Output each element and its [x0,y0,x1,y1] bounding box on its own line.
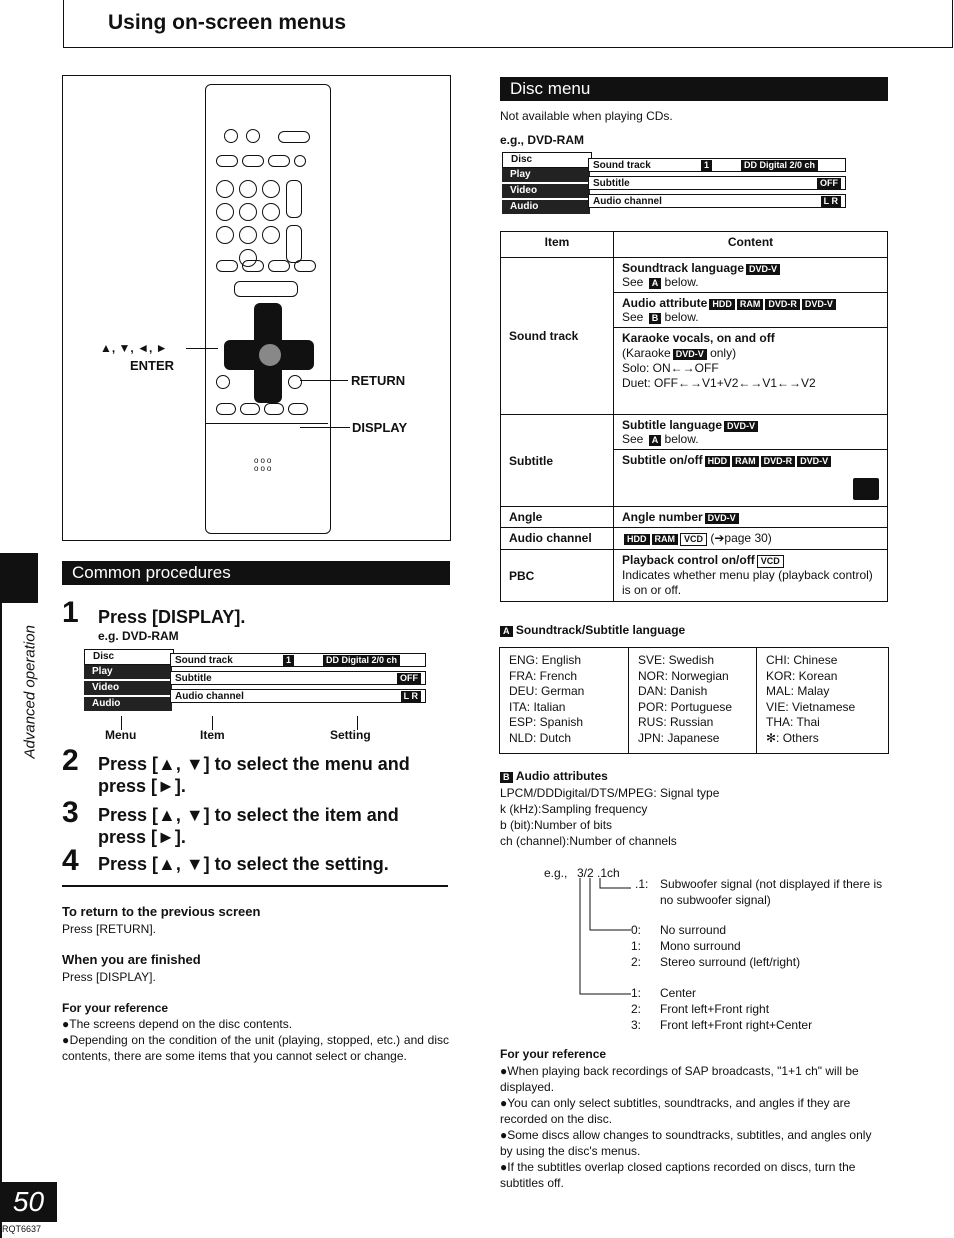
dvd-v-badge: DVD-V [802,299,836,310]
return-button-icon [288,375,302,389]
osd-row-value: 1 [701,160,712,171]
margin-rule [0,553,2,1238]
see-text: See [622,432,644,446]
osd-tab-disc: Disc [84,649,174,665]
osd-row-audio-channel [170,689,426,703]
step-number: 4 [62,844,79,877]
speaker-dots-icon: ooo ooo [254,456,274,473]
osd-tab-audio: Audio [84,697,172,711]
step-number: 1 [62,596,79,629]
item-angle: Angle [501,507,614,528]
lang-entry: VIE: Vietnamese [766,699,856,714]
osd-row-label: Sound track [593,160,651,171]
lang-entry: ESP: Spanish [509,715,584,730]
hdd-badge: HDD [709,299,735,310]
callout-line [300,427,350,428]
lang-entry: KOR: Korean [766,668,838,683]
eg-text: Center [660,986,697,1000]
reference-bullet: ●Depending on the condition of the unit (playing, stopped, etc.) and disc contents, there are some items that you cannot select or change. [62,1033,449,1063]
note-a-badge: A [500,626,513,637]
button-icon [288,403,308,415]
example-label: e.g. DVD-RAM [98,629,179,643]
button-icon [294,260,316,272]
osd-row-extra: DD Digital 2/0 ch [741,160,818,171]
content-subtitle-language [614,415,888,450]
step-number: 2 [62,744,79,777]
osd-row-value: L R [821,196,841,207]
osd-tab-play: Play [84,665,172,679]
osd-row-audio-channel [588,194,846,208]
content-title: Angle number [622,510,703,524]
audio-heading [500,769,608,783]
step-text: Press [▲, ▼] to select the item and press [►]. [98,805,399,847]
content-subtitle-onoff [614,450,888,507]
number-key-icon [262,203,280,221]
eg-code: 1: [631,986,642,1000]
lang-divider [628,648,629,753]
ram-badge: RAM [652,534,679,545]
see-text: See [622,275,644,289]
lang-entry: NLD: Dutch [509,730,572,745]
remote-divider [206,423,328,424]
content-title: Soundtrack language [622,261,745,275]
osd-tab-disc: Disc [502,152,592,168]
reference-bullet: ●If the subtitles overlap closed captions recorded on discs, turn the subtitles off. [500,1160,856,1190]
audio-line: LPCM/DDDigital/DTS/MPEG: Signal type [500,786,720,800]
disc-menu-example: e.g., DVD-RAM [500,133,584,147]
eg-text: No surround [660,923,727,937]
transport-button-icon [234,281,298,297]
number-key-icon [239,203,257,221]
enter-button-icon [258,343,282,367]
osd-row-extra: DD Digital 2/0 ch [323,655,400,666]
content-playback-control [614,550,888,602]
osd-tab-audio: Audio [502,200,590,214]
eg-line [631,985,697,1001]
lang-entry: DEU: German [509,684,585,699]
lang-entry: CHI: Chinese [766,653,838,667]
number-key-icon [216,203,234,221]
eg-line [631,1017,813,1033]
eg-code: 2: [631,955,642,969]
osd-tab-video: Video [84,681,172,695]
remote-control [205,84,331,534]
content-title: Subtitle on/off [622,453,703,467]
see-text: See [622,310,644,324]
button-icon [240,403,260,415]
functions-button-icon [216,375,230,389]
page-code: RQT6637 [2,1224,42,1234]
col-header-item: Item [501,232,614,258]
reference-title: For your reference [500,1047,607,1061]
eg-line [631,922,727,938]
vcd-badge: VCD [680,533,707,546]
audio-heading-text: Audio attributes [515,769,608,783]
eg-code: .1: [635,877,649,891]
caption-setting: Setting [330,728,371,742]
button-icon [216,260,238,272]
eg-line [635,876,885,908]
finished-section-text: Press [DISPLAY]. [62,970,156,984]
content-karaoke [614,328,888,415]
solo-text: Solo: ON←→OFF [622,361,719,375]
lang-entry: JPN: Japanese [638,730,720,745]
osd-row-label: Sound track [175,655,233,666]
content-title: Playback control on/off [622,553,755,567]
osd-row-sound-track [588,158,846,172]
lang-entry: FRA: French [509,668,578,683]
number-key-icon [216,226,234,244]
button-icon [242,260,264,272]
caption-book-icon [853,478,879,500]
dvd-r-badge: DVD-R [761,456,796,467]
content-audio-attribute [614,293,888,328]
lang-entry: DAN: Danish [638,684,708,699]
below-text: below. [664,275,699,289]
power-button-icon [246,129,260,143]
button-icon [216,403,236,415]
caption-item: Item [200,728,225,742]
dvd-v-badge: DVD-V [746,264,780,275]
osd-row-value: 1 [283,655,294,666]
number-key-icon [216,180,234,198]
note-a-badge: A [649,278,662,289]
osd-row-value: OFF [397,673,421,684]
tv-dvd-switch-icon [278,131,310,143]
disc-menu-heading: Disc menu [500,77,888,101]
osd-row-subtitle [588,176,846,190]
reference-bullet: ●Some discs allow changes to soundtracks, subtitles, and angles only by using the disc's menus. [500,1128,872,1158]
dvd-v-badge: DVD-V [724,421,758,432]
content-audio-channel [614,528,888,550]
lang-entry: MAL: Malay [766,684,830,699]
osd-screen-example [84,649,434,717]
lang-column [766,653,855,747]
channel-rocker-icon [286,180,302,218]
content-text: Indicates whether menu play (playback control) is on or off. [622,568,873,597]
display-callout: DISPLAY [352,420,408,435]
display-button-icon [264,403,284,415]
eg-value: 3/2 .1ch [577,866,620,880]
lang-entry: POR: Portuguese [638,699,733,714]
eg-code: 2: [631,1002,642,1016]
dvd-v-badge: DVD-V [673,349,707,360]
osd-row-label: Audio channel [175,691,244,702]
lang-entry: NOR: Norwegian [638,668,729,683]
lang-entry: ENG: English [509,653,582,667]
eg-text: Mono surround [660,939,741,953]
vcd-badge: VCD [757,555,784,568]
number-key-icon [262,180,280,198]
disc-menu-table [500,231,888,602]
audio-line: ch (channel):Number of channels [500,834,677,848]
lang-heading-text: Soundtrack/Subtitle language [515,623,686,637]
button-icon [294,155,306,167]
eg-text: Front left+Front right+Center [660,1018,813,1032]
button-icon [268,155,290,167]
step-text: Press [▲, ▼] to select the setting. [98,854,389,874]
lang-column [509,653,584,747]
enter-callout: ENTER [130,358,175,373]
step-number: 3 [62,796,79,829]
osd-row-label: Audio channel [593,196,662,207]
item-sound-track: Sound track [501,258,614,415]
section-rule [62,885,448,887]
return-callout: RETURN [351,373,406,388]
eg-text: Subwoofer signal (not displayed if there is no subwoofer signal) [660,877,883,907]
lang-column [638,653,732,747]
hdd-badge: HDD [705,456,731,467]
osd-row-subtitle [170,671,426,685]
page-number: 50 [0,1182,57,1222]
return-section-title: To return to the previous screen [62,904,261,919]
content-title: Karaoke vocals, on and off [622,331,775,345]
dvd-v-badge: DVD-V [705,513,739,524]
caption-menu: Menu [105,728,137,742]
language-list [499,647,889,754]
osd-row-value: L R [401,691,421,702]
item-subtitle: Subtitle [501,415,614,507]
volume-rocker-icon [286,225,302,263]
channel-bracket-diagram [575,878,635,1000]
button-icon [242,155,264,167]
dvd-v-badge: DVD-V [797,456,831,467]
step-text: Press [▲, ▼] to select the menu and press [►]. [98,754,410,796]
note-a-badge: A [649,435,662,446]
reference-bullet: ●When playing back recordings of SAP broadcasts, "1+1 ch" will be displayed. [500,1064,859,1094]
number-key-icon [239,180,257,198]
arrows-callout: ▲, ▼, ◄, ► [100,341,168,355]
karaoke-only-text: only) [710,346,737,360]
number-key-icon [239,226,257,244]
finished-section-title: When you are finished [62,952,201,967]
content-title: Subtitle language [622,418,723,432]
content-angle-number [614,507,888,528]
reference-list [500,1063,887,1191]
reference-bullet: ●The screens depend on the disc contents. [62,1017,293,1031]
eg-text: Front left+Front right [660,1002,770,1016]
hdd-badge: HDD [624,534,650,545]
ram-badge: RAM [732,456,759,467]
osd-tab-video: Video [502,184,590,198]
lang-entry: RUS: Russian [638,715,714,730]
reference-bullet: ●You can only select subtitles, soundtracks, and angles if they are recorded on the disc. [500,1096,851,1126]
karaoke-text: (Karaoke [622,346,671,360]
audio-line: k (kHz):Sampling frequency [500,802,648,816]
eg-text: Stereo surround (left/right) [660,955,801,969]
number-key-icon [262,226,280,244]
page-title: Using on-screen menus [108,11,347,34]
col-header-content: Content [614,232,888,258]
content-soundtrack-language [614,258,888,293]
common-procedures-heading: Common procedures [62,561,450,585]
audio-line: b (bit):Number of bits [500,818,613,832]
content-title: Audio attribute [622,296,708,310]
eg-prefix: e.g., [544,866,568,880]
dvd-r-badge: DVD-R [765,299,800,310]
disc-osd-screen [502,152,852,220]
item-pbc: PBC [501,550,614,602]
page-ref: (➔page 30) [710,531,772,545]
disc-menu-note: Not available when playing CDs. [500,109,673,123]
lang-entry: ✻: Others [766,730,819,745]
osd-row-label: Subtitle [175,673,212,684]
lang-entry: SVE: Swedish [638,653,715,667]
lang-divider [756,648,757,753]
eg-code: 1: [631,939,642,953]
note-b-badge: B [500,772,513,783]
lang-heading [500,623,685,637]
osd-tab-play: Play [502,168,590,182]
eg-line [631,1001,770,1017]
eg-code: 0: [631,923,642,937]
osd-row-value: OFF [817,178,841,189]
step-text: Press [DISPLAY]. [98,607,246,627]
eg-code: 3: [631,1018,642,1032]
below-text: below. [664,310,699,324]
return-section-text: Press [RETURN]. [62,922,157,936]
below-text: below. [664,432,699,446]
ram-badge: RAM [737,299,764,310]
lang-entry: THA: Thai [766,715,820,730]
eg-line [631,938,741,954]
button-icon [268,260,290,272]
duet-text: Duet: OFF←→V1+V2←→V1←→V2 [622,376,816,390]
audio-lines [500,785,719,849]
callout-line [186,348,218,349]
osd-row-label: Subtitle [593,178,630,189]
reference-title: For your reference [62,1001,169,1015]
side-label-text: Advanced operation [21,625,39,759]
side-label [12,620,39,760]
osd-row-sound-track [170,653,426,667]
power-button-icon [224,129,238,143]
note-b-badge: B [649,313,662,324]
button-icon [216,155,238,167]
item-audio-channel: Audio channel [501,528,614,550]
section-tab [0,553,38,603]
lang-entry: ITA: Italian [509,699,566,714]
eg-line [631,954,801,970]
callout-line [300,380,348,381]
